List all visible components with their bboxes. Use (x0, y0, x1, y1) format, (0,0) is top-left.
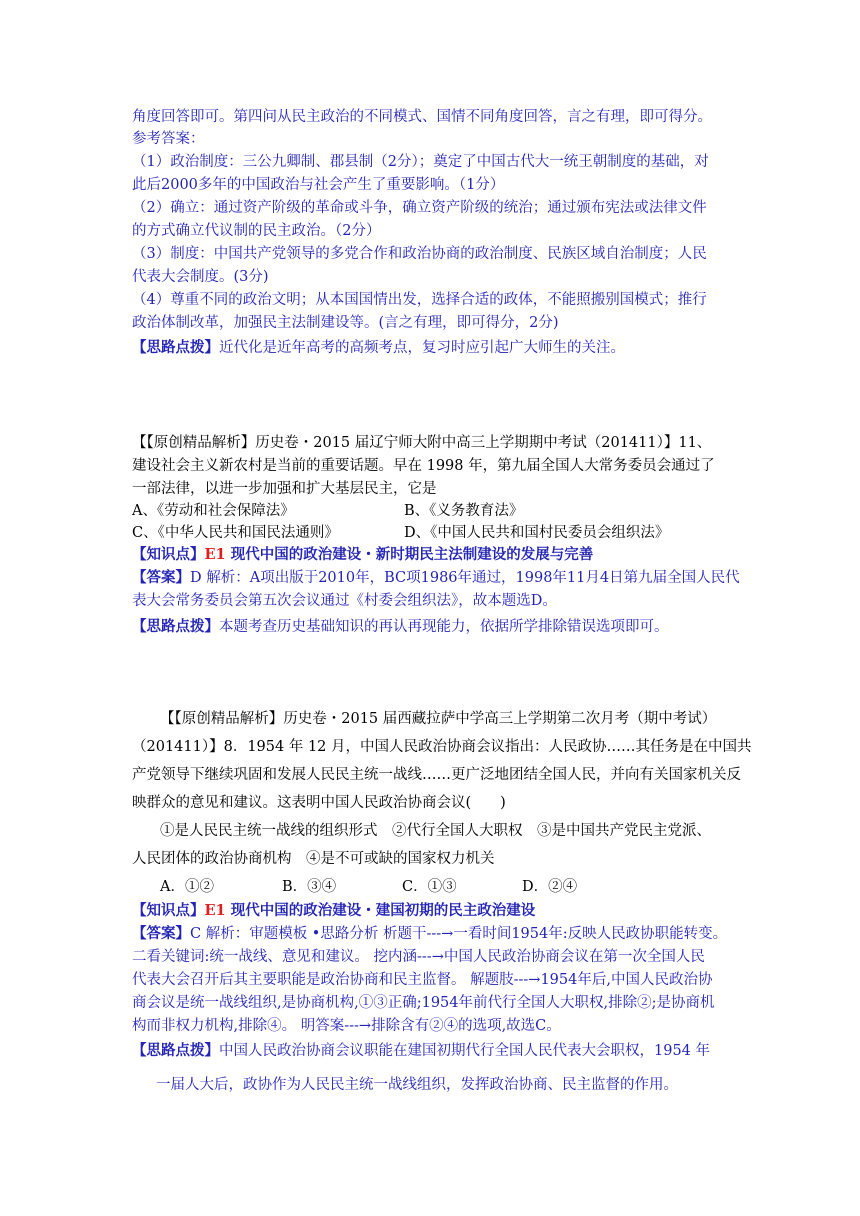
s1-line-4: （2）确立：通过资产阶级的革命或斗争，确立资产阶级的统治；通过颁布宪法或法律文件 (132, 200, 707, 216)
s2-tip-label: 【思路点拨】 (132, 618, 219, 635)
s1-tip-text: 近代化是近年高考的高频考点，复习时应引起广大师生的关注。 (219, 340, 625, 356)
s3-question-line-1: （201411）】8．1954 年 12 月，中国人民政治协商会议指出：人民政协……其任务是在中国共 (132, 739, 752, 755)
s3-answer-line-2: 代表大会召开后其主要职能是政治协商和民主监督。 解题肢---→1954年后,中国人民政治协 (132, 972, 713, 988)
s1-line-6: （3）制度：中国共产党领导的多党合作和政治协商的政治制度、民族区域自治制度；人民 (132, 246, 707, 262)
s2-question-line-0: 【【原创精品解析】历史卷・2015 届辽宁师大附中高三上学期期中考试（201411）】11、 (132, 435, 712, 451)
s1-line-9: 政治体制改革，加强民主法制建设等。(言之有理，即可得分，2分) (132, 315, 559, 331)
s3-answer-line-3: 商会议是统一战线组织,是协商机构,①③正确;1954年前代行全国人大职权,排除②;是协商机 (132, 995, 715, 1011)
s3-question-line-3: 映群众的意见和建议。这表明中国人民政治协商会议( ) (132, 795, 506, 811)
s1-line-7: 代表大会制度。(3分) (132, 269, 269, 285)
s3-question-line-0: 【【原创精品解析】历史卷・2015 届西藏拉萨中学高三上学期第二次月考（期中考试） (160, 711, 717, 727)
s2-question-line-2: 一部法律，以进一步加强和扩大基层民主，它是 (132, 481, 437, 497)
s2-knowledge-code: E1 (204, 546, 226, 563)
s2-knowledge (132, 544, 593, 566)
s3-answer-line-0 (132, 923, 727, 945)
s2-knowledge-label: 【知识点】 (132, 546, 205, 563)
s3-knowledge (132, 900, 535, 922)
s1-line-1: 参考答案： (132, 131, 205, 147)
s3-option-c: C．①③ (402, 879, 457, 895)
s1-line-2: （1）政治制度：三公九卿制、郡县制（2分）；奠定了中国古代大一统王朝制度的基础，对 (132, 154, 709, 170)
s2-option-b: B、《义务教育法》 (404, 503, 524, 519)
s3-option-b: B．③④ (282, 879, 337, 895)
s3-statement-line-0: ①是人民民主统一战线的组织形式 ②代行全国人大职权 ③是中国共产党民主党派、 (160, 823, 711, 839)
s3-tip-line-1: 一届人大后，政协作为人民民主统一战线组织，发挥政治协商、民主监督的作用。 (156, 1077, 678, 1093)
s2-answer-line-0 (132, 567, 740, 589)
s1-line-8: （4）尊重不同的政治文明；从本国国情出发，选择合适的政体，不能照搬别国模式；推行 (132, 292, 707, 308)
s3-knowledge-label: 【知识点】 (132, 902, 205, 919)
s2-question-line-1: 建设社会主义新农村是当前的重要话题。早在 1998 年，第九届全国人大常务委员会通过了 (132, 458, 715, 474)
s2-option-d: D、《中国人民共和国村民委员会组织法》 (404, 525, 670, 541)
s3-knowledge-text: 现代中国的政治建设・建国初期的民主政治建设 (225, 902, 536, 919)
s3-answer-line-4: 构而非权力机构,排除④。 明答案---→排除含有②④的选项,故选C。 (132, 1018, 561, 1034)
s3-tip-line-0 (132, 1040, 710, 1062)
s3-option-d: D．②④ (522, 879, 578, 895)
s1-tip (132, 337, 625, 359)
s3-question-line-2: 产党领导下继续巩固和发展人民民主统一战线……更广泛地团结全国人民，并向有关国家机关反 (132, 767, 741, 783)
s2-tip-text: 本题考查历史基础知识的再认再现能力，依据所学排除错误选项即可。 (219, 619, 669, 635)
s3-option-a: A．①② (160, 879, 214, 895)
s2-knowledge-text: 现代中国的政治建设・新时期民主法制建设的发展与完善 (225, 546, 594, 563)
s3-statement-line-1: 人民团体的政治协商机构 ④是不可或缺的国家权力机关 (132, 851, 495, 867)
s3-answer-label: 【答案】 (132, 925, 190, 942)
s3-knowledge-code: E1 (204, 902, 226, 919)
s3-answer-line-1: 二看关键词:统一战线、意见和建议。 挖内涵---→中国人民政治协商会议在第一次全国人民 (132, 949, 705, 965)
s2-answer-line-1: 表大会常务委员会第五次会议通过《村委会组织法》，故本题选D。 (132, 593, 557, 609)
s2-answer-label: 【答案】 (132, 569, 190, 586)
s2-option-c: C、《中华人民共和国民法通则》 (132, 525, 339, 541)
s2-tip (132, 616, 669, 638)
s1-line-3: 此后2000多年的中国政治与社会产生了重要影响。（1分） (132, 177, 505, 193)
s3-answer-text-0: C 解析：审题模板 •思路分析 析题干---→一看时间1954年:反映人民政协职能转变。 (190, 926, 728, 942)
s2-answer-text-0: D 解析：A项出版于2010年，BC项1986年通过，1998年11月4日第九届全国人民代 (190, 570, 740, 586)
s1-line-0: 角度回答即可。第四问从民主政治的不同模式、国情不同角度回答，言之有理，即可得分。 (132, 109, 712, 125)
s3-tip-text-0: 中国人民政治协商会议职能在建国初期代行全国人民代表大会职权，1954 年 (219, 1043, 711, 1059)
s3-tip-label: 【思路点拨】 (132, 1042, 219, 1059)
s1-tip-label: 【思路点拨】 (132, 339, 219, 356)
s2-option-a: A、《劳动和社会保障法》 (132, 503, 295, 519)
s1-line-5: 的方式确立代议制的民主政治。（2分） (132, 223, 381, 239)
